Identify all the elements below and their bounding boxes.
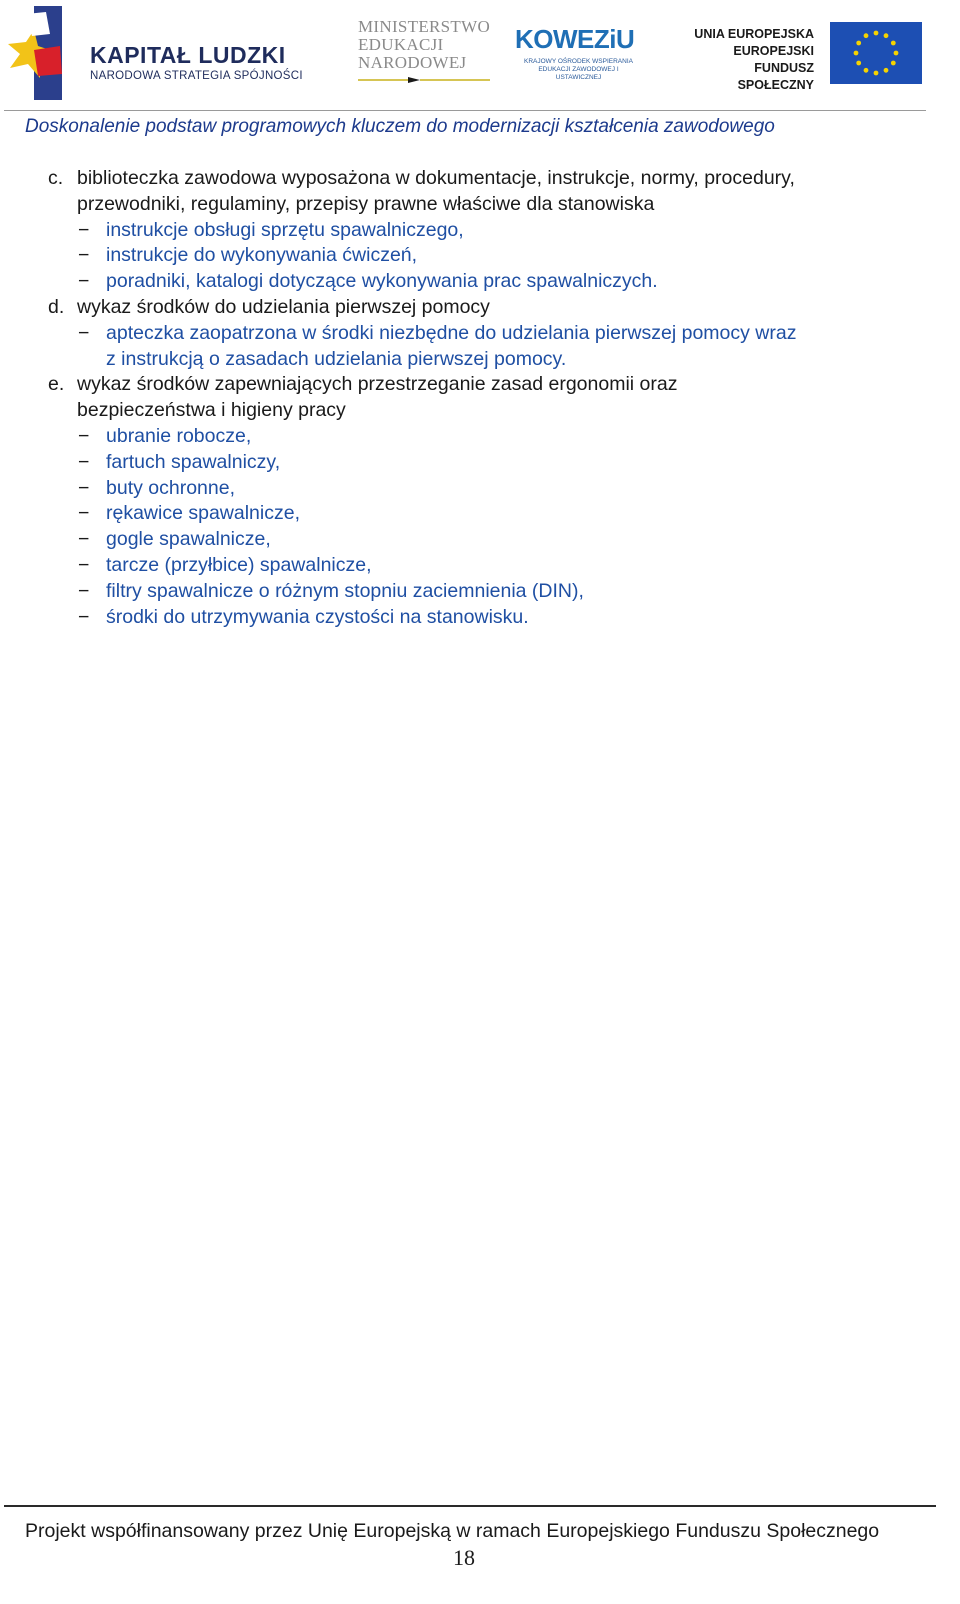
dash-bullet-icon: − bbox=[78, 605, 90, 628]
men-pen-icon bbox=[358, 76, 490, 84]
kapital-ludzki-emblem-icon bbox=[4, 4, 74, 104]
men-line-1: MINISTERSTWO bbox=[358, 17, 491, 36]
section-marker: e. bbox=[48, 373, 65, 396]
dash-bullet-icon: − bbox=[78, 553, 90, 576]
dash-bullet-icon: − bbox=[78, 424, 90, 447]
koweziu-title: KOWEZiU bbox=[515, 24, 635, 54]
list-item-text: gogle spawalnicze, bbox=[106, 528, 271, 551]
list-item bbox=[0, 527, 960, 553]
list-item bbox=[0, 269, 960, 295]
men-logo bbox=[358, 18, 498, 88]
kapital-ludzki-logo bbox=[4, 4, 304, 104]
page-number: 18 bbox=[453, 1545, 475, 1570]
kapital-ludzki-subtitle: NARODOWA STRATEGIA SPÓJNOŚCI bbox=[90, 70, 303, 82]
dash-bullet-icon: − bbox=[78, 244, 90, 267]
document-body bbox=[0, 166, 960, 630]
section-heading-line: przewodniki, regulaminy, przepisy prawne właściwe dla stanowiska bbox=[77, 192, 655, 215]
dash-bullet-icon: − bbox=[78, 476, 90, 499]
dash-bullet-icon: − bbox=[78, 450, 90, 473]
list-item bbox=[0, 605, 960, 631]
section-heading bbox=[0, 295, 960, 321]
section-heading-line: wykaz środków zapewniających przestrzeganie zasad ergonomii oraz bbox=[77, 373, 678, 396]
dash-bullet-icon: − bbox=[78, 579, 90, 602]
eu-line-3: FUNDUSZ SPOŁECZNY bbox=[737, 61, 814, 92]
list-item-text: tarcze (przyłbice) spawalnicze, bbox=[106, 553, 372, 576]
eu-flag-icon bbox=[830, 22, 922, 84]
list-item bbox=[0, 450, 960, 476]
list-item bbox=[0, 424, 960, 450]
list-item-text: fartuch spawalniczy, bbox=[106, 450, 281, 473]
section-heading-line: bezpieczeństwa i higieny pracy bbox=[77, 399, 346, 422]
eu-line-2: EUROPEJSKI bbox=[733, 44, 814, 58]
list-item-text: apteczka zaopatrzona w środki niezbędne do udzielania pierwszej pomocy wraz bbox=[106, 321, 797, 344]
list-item bbox=[0, 243, 960, 269]
list-item-text: środki do utrzymywania czystości na stanowisku. bbox=[106, 605, 529, 628]
eu-logo-text bbox=[686, 26, 814, 94]
list-item bbox=[0, 553, 960, 579]
list-item bbox=[0, 476, 960, 502]
list-item-text: rękawice spawalnicze, bbox=[106, 502, 301, 525]
list-item bbox=[0, 321, 960, 373]
dash-bullet-icon: − bbox=[78, 528, 90, 551]
list-item-text: instrukcje obsługi sprzętu spawalniczego, bbox=[106, 218, 464, 241]
section-d bbox=[0, 295, 960, 372]
koweziu-logo bbox=[515, 18, 640, 88]
footer-funding-note: Projekt współfinansowany przez Unię Europejską w ramach Europejskiego Funduszu Społecznego bbox=[25, 1520, 880, 1542]
list-item-text: poradniki, katalogi dotyczące wykonywania prac spawalniczych. bbox=[106, 270, 658, 293]
men-line-2: EDUKACJI bbox=[358, 35, 444, 54]
footer-divider bbox=[4, 1505, 936, 1507]
eu-logo bbox=[686, 22, 926, 92]
list-item bbox=[0, 579, 960, 605]
section-marker: c. bbox=[48, 167, 64, 189]
section-heading bbox=[0, 166, 960, 218]
section-heading bbox=[0, 372, 960, 424]
dash-bullet-icon: − bbox=[78, 270, 90, 293]
dash-bullet-icon: − bbox=[78, 502, 90, 525]
kapital-ludzki-title: KAPITAŁ LUDZKI bbox=[90, 42, 286, 68]
men-line-3: NARODOWEJ bbox=[358, 53, 467, 72]
list-item-text: instrukcje do wykonywania ćwiczeń, bbox=[106, 244, 418, 267]
list-item-text: buty ochronne, bbox=[106, 476, 236, 499]
section-marker: d. bbox=[48, 295, 65, 318]
dash-bullet-icon: − bbox=[78, 321, 90, 344]
document-running-title: Doskonalenie podstaw programowych kluczem do modernizacji kształcenia zawodowego bbox=[25, 116, 775, 137]
koweziu-subtitle: KRAJOWY OŚRODEK WSPIERANIA EDUKACJI ZAWODOWEJ I USTAWICZNEJ bbox=[524, 58, 633, 81]
header-divider bbox=[4, 110, 926, 111]
list-item-text: filtry spawalnicze o różnym stopniu zaciemnienia (DIN), bbox=[106, 579, 584, 602]
section-c bbox=[0, 166, 960, 295]
list-item bbox=[0, 501, 960, 527]
section-heading-line: biblioteczka zawodowa wyposażona w dokumentacje, instrukcje, normy, procedury, bbox=[77, 167, 795, 189]
page-header bbox=[0, 0, 960, 112]
list-item-text: ubranie robocze, bbox=[106, 424, 252, 447]
eu-line-1: UNIA EUROPEJSKA bbox=[694, 27, 814, 41]
list-item bbox=[0, 218, 960, 244]
list-item-text: z instrukcją o zasadach udzielania pierwszej pomocy. bbox=[106, 347, 567, 370]
section-heading-line: wykaz środków do udzielania pierwszej pomocy bbox=[77, 295, 490, 318]
section-e bbox=[0, 372, 960, 630]
dash-bullet-icon: − bbox=[78, 218, 90, 241]
